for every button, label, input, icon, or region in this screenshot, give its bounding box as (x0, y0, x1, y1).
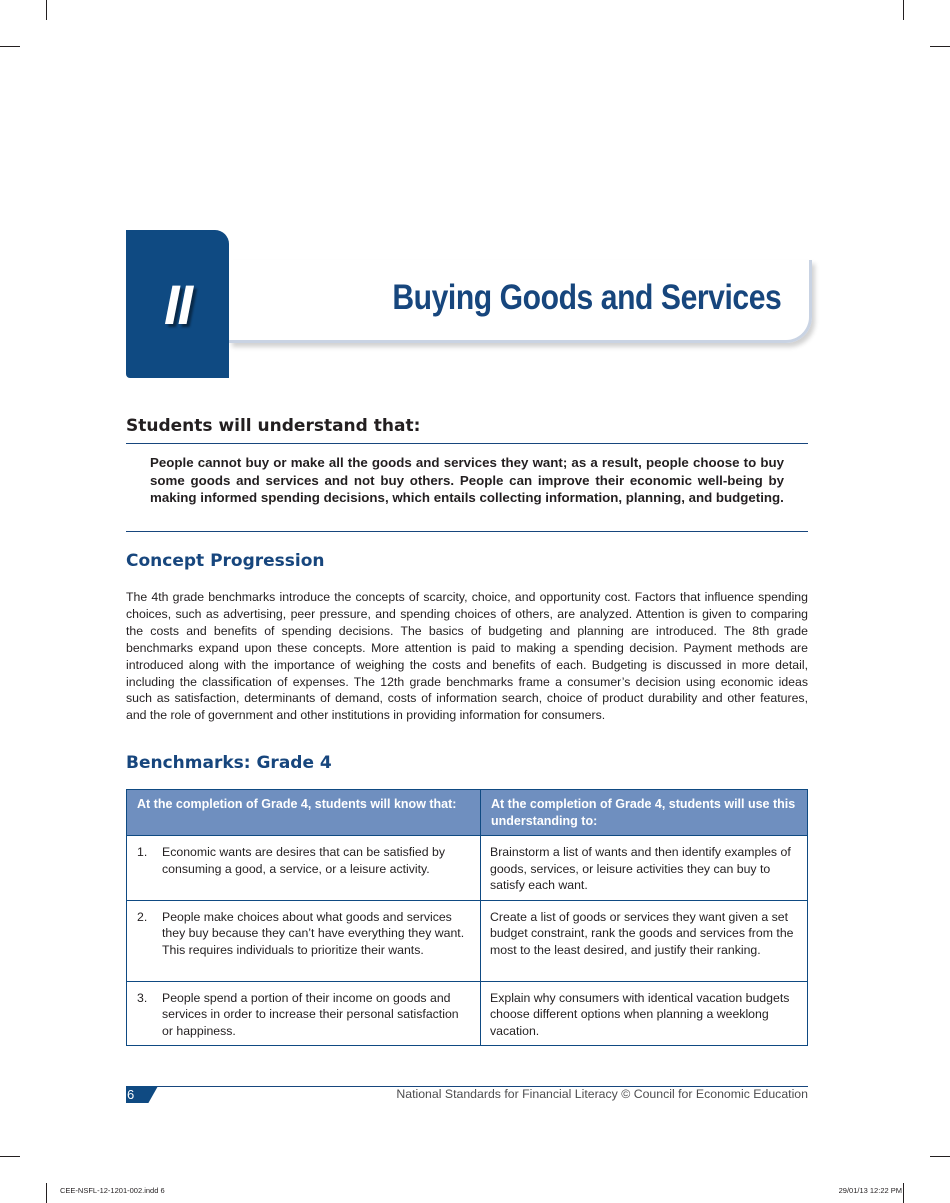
know-cell (127, 836, 481, 901)
use-cell: Explain why consumers with identical vacation budgets choose different options when planning a weeklong vacation. (481, 981, 808, 1046)
divider (126, 443, 808, 444)
chapter-number: II (163, 272, 192, 336)
know-text: Economic wants are desires that can be satisfied by consuming a good, a service, or a leisure activity. (162, 845, 445, 876)
crop-mark (903, 0, 904, 20)
crop-mark (903, 1183, 904, 1203)
page-number: 6 (127, 1087, 135, 1102)
column-header-know: At the completion of Grade 4, students will know that: (127, 790, 481, 836)
crop-mark (0, 46, 20, 47)
crop-mark (0, 1156, 20, 1157)
concept-text: The 4th grade benchmarks introduce the concepts of scarcity, choice, and opportunity cost. Factors that influence spending choices, such as advertising, peer pressure, and spending choices of others, are analyzed. Attention is given to comparing the costs and benefits of spending decisions. The basics of budgeting and planning are introduced. The 8th grade benchmarks expand upon these concepts. More attention is paid to making a spending decision. Payment methods are introduced along with the importance of weighing the costs and benefits of each. Budgeting is discussed in more detail, including the classification of expenses. The 12th grade benchmarks frame a consumer’s decision using economic ideas such as satisfaction, determinants of demand, costs of information search, choice of product durability and other features, and the role of government and other institutions in providing information for consumers. (126, 590, 808, 723)
item-number: 1. (137, 845, 148, 859)
table-header-row (127, 790, 808, 836)
crop-mark (930, 46, 950, 47)
understand-heading: Students will understand that: (126, 416, 421, 436)
benchmarks-table (126, 789, 808, 1046)
chapter-title: Buying Goods and Services (391, 278, 781, 317)
know-text: People spend a portion of their income on goods and services in order to increase their personal satisfaction or happiness. (162, 990, 459, 1038)
crop-mark (46, 1183, 47, 1203)
crop-mark (930, 1156, 950, 1157)
concept-heading: Concept Progression (126, 551, 325, 571)
item-number: 2. (137, 909, 148, 924)
divider (126, 531, 808, 532)
use-cell: Brainstorm a list of wants and then identify examples of goods, services, or leisure activities they can buy to satisfy each want. (481, 836, 808, 901)
column-header-use: At the completion of Grade 4, students will use this understanding to: (481, 790, 808, 836)
benchmarks-heading: Benchmarks: Grade 4 (126, 753, 332, 773)
slug-file: CEE-NSFL-12-1201-002.indd 6 (60, 1186, 165, 1195)
crop-mark (46, 0, 47, 20)
footer-text: National Standards for Financial Literacy © Council for Economic Education (396, 1087, 808, 1101)
chapter-badge (126, 230, 229, 378)
chapter-title-frame (229, 260, 812, 343)
table-row (127, 836, 808, 901)
use-cell: Create a list of goods or services they want given a set budget constraint, rank the goods and services from the most to the least desired, and justify their ranking. (481, 900, 808, 981)
table-row (127, 900, 808, 981)
understand-text: People cannot buy or make all the goods and services they want; as a result, people choose to buy some goods and services and not buy others. People can improve their economic well-being by making informed spending decisions, which entails collecting information, planning, and budgeting. (150, 455, 784, 505)
item-number: 3. (137, 990, 148, 1005)
know-text: People make choices about what goods and services they buy because they can’t have everything they want. This requires individuals to prioritize their wants. (162, 909, 465, 957)
slug-date: 29/01/13 12:22 PM (838, 1186, 902, 1195)
table-row (127, 981, 808, 1046)
know-cell (127, 900, 481, 981)
know-cell (127, 981, 481, 1046)
